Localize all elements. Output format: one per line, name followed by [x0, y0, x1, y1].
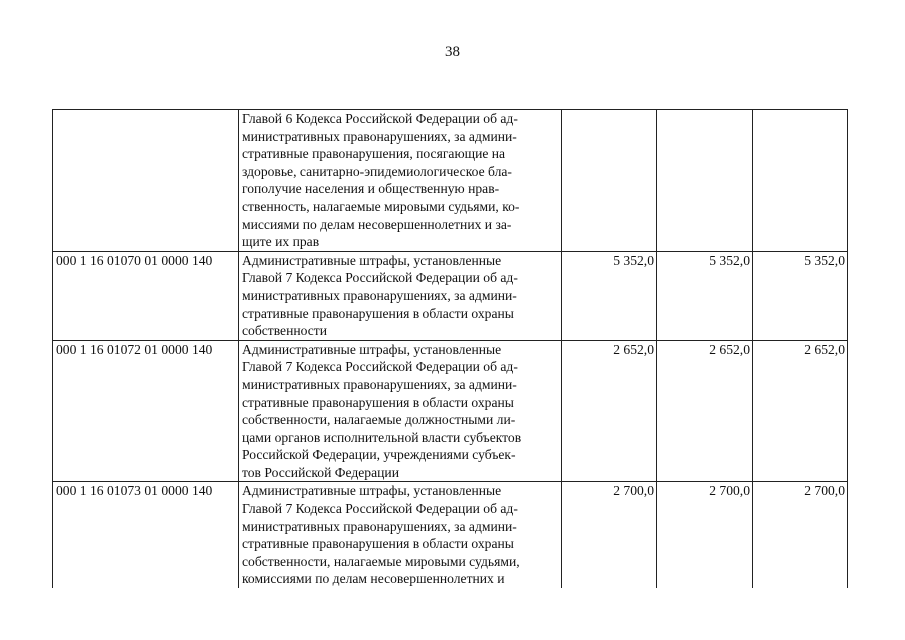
item-description	[239, 110, 562, 252]
description-line: миссиями по делам несовершеннолетних и за-	[242, 216, 512, 232]
description-line: собственности	[242, 323, 328, 339]
amount-year-1	[562, 110, 657, 252]
amount-year-2: 2 652,0	[657, 340, 753, 482]
description-line: стративные правонарушения, посягающие на	[242, 146, 506, 162]
description-line: комиссиями по делам несовершеннолетних и	[242, 571, 505, 587]
description-line: министративных правонарушениях, за админи-	[242, 128, 517, 144]
table-row	[53, 110, 848, 252]
description-line: щите их прав	[242, 234, 320, 250]
table-row	[53, 482, 848, 588]
description-line: Административные штрафы, установленные	[242, 252, 502, 268]
description-line: здоровье, санитарно-эпидемиологическое бла-	[242, 163, 512, 179]
description-line: стративные правонарушения в области охраны	[242, 305, 514, 321]
amount-year-1: 2 700,0	[562, 482, 657, 588]
budget-table	[52, 109, 848, 588]
description-line: Главой 6 Кодекса Российской Федерации об ад-	[242, 111, 518, 126]
description-line: Главой 7 Кодекса Российской Федерации об ад-	[242, 359, 518, 375]
description-line: министративных правонарушениях, за админи-	[242, 287, 517, 303]
amount-year-2	[657, 110, 753, 252]
budget-code: 000 1 16 01070 01 0000 140	[53, 251, 239, 340]
table-row	[53, 340, 848, 482]
item-description	[239, 482, 562, 588]
description-line: Административные штрафы, установленные	[242, 483, 502, 499]
page-number: 38	[445, 44, 460, 60]
description-line: собственности, налагаемые должностными ли-	[242, 412, 516, 428]
description-line: собственности, налагаемые мировыми судьями,	[242, 553, 520, 569]
description-line: Административные штрафы, установленные	[242, 341, 502, 357]
amount-year-3: 2 700,0	[753, 482, 848, 588]
amount-year-3: 2 652,0	[753, 340, 848, 482]
description-line: министративных правонарушениях, за админи-	[242, 376, 517, 392]
description-line: стративные правонарушения в области охраны	[242, 536, 514, 552]
amount-year-1: 2 652,0	[562, 340, 657, 482]
amount-year-3: 5 352,0	[753, 251, 848, 340]
description-line: ственность, налагаемые мировыми судьями, ко-	[242, 198, 520, 214]
table-row	[53, 251, 848, 340]
description-line: цами органов исполнительной власти субъектов	[242, 429, 522, 445]
amount-year-3	[753, 110, 848, 252]
description-line: тов Российской Федерации	[242, 464, 399, 480]
description-line: стративные правонарушения в области охраны	[242, 394, 514, 410]
budget-code	[53, 110, 239, 252]
description-line: гополучие населения и общественную нрав-	[242, 181, 500, 197]
description-line: Российской Федерации, учреждениями субъек-	[242, 447, 516, 463]
amount-year-2: 2 700,0	[657, 482, 753, 588]
budget-code: 000 1 16 01073 01 0000 140	[53, 482, 239, 588]
amount-year-1: 5 352,0	[562, 251, 657, 340]
item-description	[239, 340, 562, 482]
amount-year-2: 5 352,0	[657, 251, 753, 340]
item-description	[239, 251, 562, 340]
description-line: Главой 7 Кодекса Российской Федерации об ад-	[242, 270, 518, 286]
budget-code: 000 1 16 01072 01 0000 140	[53, 340, 239, 482]
description-line: Главой 7 Кодекса Российской Федерации об ад-	[242, 501, 518, 517]
description-line: министративных правонарушениях, за админи-	[242, 518, 517, 534]
